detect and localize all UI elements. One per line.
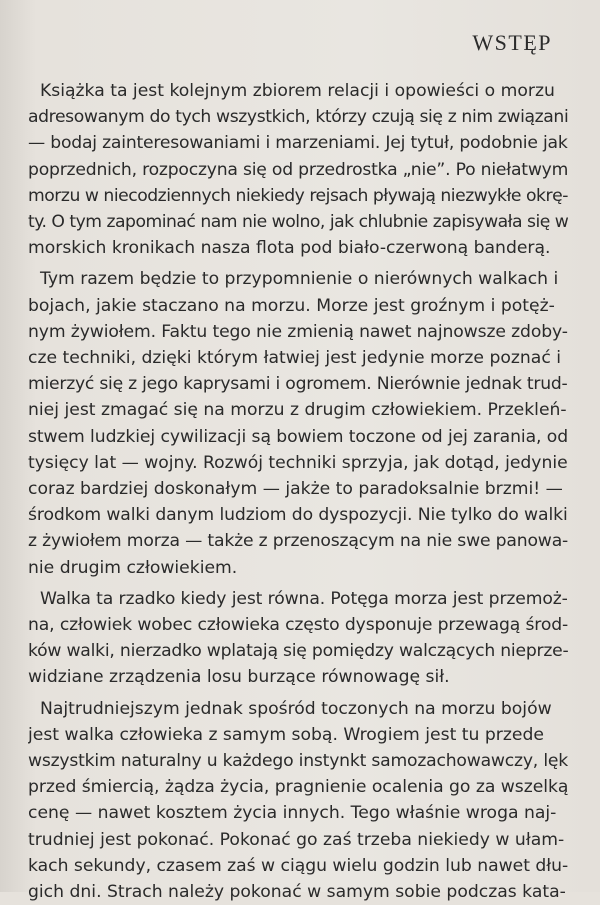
text-line: wszystkim naturalny u każdego instynkt samozachowawczy, lęk <box>28 751 568 772</box>
chapter-heading: WSTĘP <box>472 30 552 55</box>
text-line: jest walka człowieka z samym sobą. Wrogiem jest tu przede <box>28 724 544 745</box>
paragraph <box>28 586 568 691</box>
text-line: z żywiołem morza — także z przenoszącym na nie swe panowa- <box>28 531 568 552</box>
text-line: trudniej jest pokonać. Pokonać go zaś trzeba niekiedy w ułam- <box>28 829 565 850</box>
text-line: nym żywiołem. Faktu tego nie zmienią nawet najnowsze zdoby- <box>28 321 568 342</box>
text-line: poprzednich, rozpoczyna się od przedrostka „nie”. Po niełatwym <box>28 159 568 180</box>
text-line: gich dni. Strach należy pokonać w samym sobie podczas kata- <box>28 882 566 903</box>
text-line: Walka ta rzadko kiedy jest równa. Potęga morza jest przemoż- <box>40 588 568 609</box>
text-line: ty. O tym zapominać nam nie wolno, jak chlubnie zapisywała się w <box>28 212 568 233</box>
text-line: Książka ta jest kolejnym zbiorem relacji i opowieści o morzu <box>40 81 555 101</box>
text-line: Tym razem będzie to przypomnienie o nierównych walkach i <box>40 269 559 290</box>
paragraph <box>28 266 568 580</box>
text-line: Najtrudniejszym jednak spośród toczonych na morzu bojów <box>40 698 552 719</box>
text-line: morskich kronikach nasza flota pod biało-czerwoną banderą. <box>28 238 551 259</box>
text-line: mierzyć się z jego kaprysami i ogromem. Nierównie jednak trud- <box>28 374 568 395</box>
text-line: stwem ludzkiej cywilizacji są bowiem toczone od jej zarania, od <box>28 426 568 447</box>
paragraph <box>28 696 568 905</box>
text-line: tysięcy lat — wojny. Rozwój techniki sprzyja, jak dotąd, jedynie <box>28 452 568 473</box>
text-line: widziane zrządzenia losu burzące równowagę sił. <box>28 667 450 688</box>
text-line: nie drugim człowiekiem. <box>28 557 238 578</box>
text-line: coraz bardziej doskonałym — jakże to paradoksalnie brzmi! — <box>28 479 563 500</box>
text-line: niej jest zmagać się na morzu z drugim człowiekiem. Przekleń- <box>28 400 567 421</box>
text-line: środkom walki danym ludziom do dyspozycji. Nie tylko do walki <box>28 505 568 526</box>
text-line: — bodaj zainteresowaniami i marzeniami. Jej tytuł, podobnie jak <box>28 133 568 154</box>
text-line: ków walki, nierzadko wplatają się pomiędzy walczących nieprze- <box>28 641 568 662</box>
text-line: kach sekundy, czasem zaś w ciągu wielu godzin lub nawet dłu- <box>28 855 568 876</box>
body-text <box>28 78 568 905</box>
text-line: na, człowiek wobec człowieka często dysponuje przewagą środ- <box>28 615 568 636</box>
text-line: bojach, jakie staczano na morzu. Morze jest groźnym i potęż- <box>28 295 555 316</box>
paragraph <box>28 78 568 261</box>
text-line: cze techniki, dzięki którym łatwiej jest jedynie morze poznać i <box>28 348 562 369</box>
text-line: przed śmiercią, żądza życia, pragnienie ocalenia go za wszelką <box>28 777 568 798</box>
text-line: cenę — nawet kosztem życia innych. Tego właśnie wroga naj- <box>28 803 557 824</box>
text-line: morzu w niecodziennych niekiedy rejsach pływają niezwykłe okrę- <box>28 185 568 206</box>
text-line: adresowanym do tych wszystkich, którzy czują się z nim związani <box>28 107 568 128</box>
